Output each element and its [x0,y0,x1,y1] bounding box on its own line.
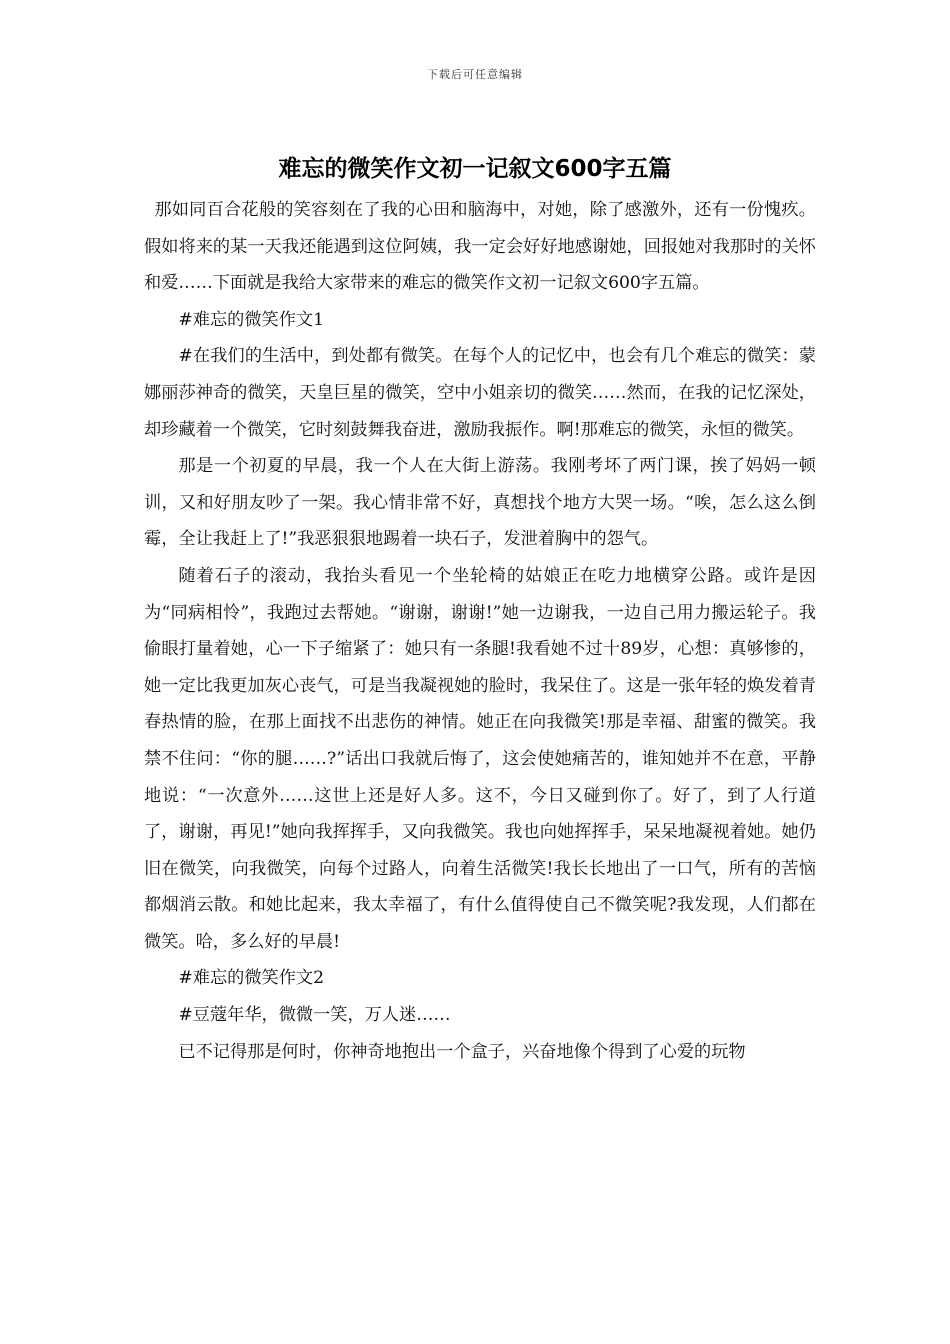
body-paragraph: 随着石子的滚动，我抬头看见一个坐轮椅的姑娘正在吃力地横穿公路。或许是因为“同病相怜”，我跑过去帮她。“谢谢，谢谢!”她一边谢我，一边自己用力搬运轮子。我偷眼打量着她，心一下子缩紧了：她只有一条腿!我看她不过十89岁，心想：真够惨的，她一定比我更加灰心丧气，可是当我凝视她的脸时，我呆住了。这是一张年轻的焕发着青春热情的脸，在那上面找不出悲伤的神情。她正在向我微笑!那是幸福、甜蜜的微笑。我禁不住问：“你的腿……?”话出口我就后悔了，这会使她痛苦的，谁知她并不在意，平静地说：“一次意外……这世上还是好人多。这不，今日又碰到你了。好了，到了人行道了，谢谢，再见!”她向我挥挥手，又向我微笑。我也向她挥挥手，呆呆地凝视着她。她仍旧在微笑，向我微笑，向每个过路人，向着生活微笑!我长长地出了一口气，所有的苦恼都烟消云散。和她比起来，我太幸福了，有什么值得使自己不微笑呢?我发现，人们都在微笑。哈，多么好的早晨! [144,565,816,952]
section-heading-2: #难忘的微笑作文2 [178,968,325,989]
document-title: 难忘的微笑作文初一记叙文600字五篇 [278,156,672,182]
intro-paragraph: 那如同百合花般的笑容刻在了我的心田和脑海中，对她，除了感激外，还有一份愧疚。假如将来的某一天我还能遇到这位阿姨，我一定会好好地感谢她，回报她对我那时的关怀和爱……下面就是我给大家带来的难忘的微笑作文初一记叙文600字五篇。 [144,200,816,294]
body-paragraph: 已不记得那是何时，你神奇地抱出一个盒子，兴奋地像个得到了心爱的玩物 [178,1041,746,1062]
body-paragraph: #在我们的生活中，到处都有微笑。在每个人的记忆中，也会有几个难忘的微笑：蒙娜丽莎神奇的微笑，天皇巨星的微笑，空中小姐亲切的微笑……然而，在我的记忆深处，却珍藏着一个微笑，它时刻鼓舞我奋进，激励我振作。啊!那难忘的微笑，永恒的微笑。 [144,346,816,440]
document-body [144,192,816,1070]
body-paragraph: 那是一个初夏的早晨，我一个人在大街上游荡。我刚考坏了两门课，挨了妈妈一顿训，又和好朋友吵了一架。我心情非常不好，真想找个地方大哭一场。“唉，怎么这么倒霉，全让我赶上了!”我恶狠狠地踢着一块石子，发泄着胸中的怨气。 [144,456,816,550]
header-note: 下载后可任意编辑 [427,68,523,81]
body-paragraph: #豆蔻年华，微微一笑，万人迷…… [178,1005,451,1026]
section-heading-1: #难忘的微笑作文1 [178,309,325,330]
